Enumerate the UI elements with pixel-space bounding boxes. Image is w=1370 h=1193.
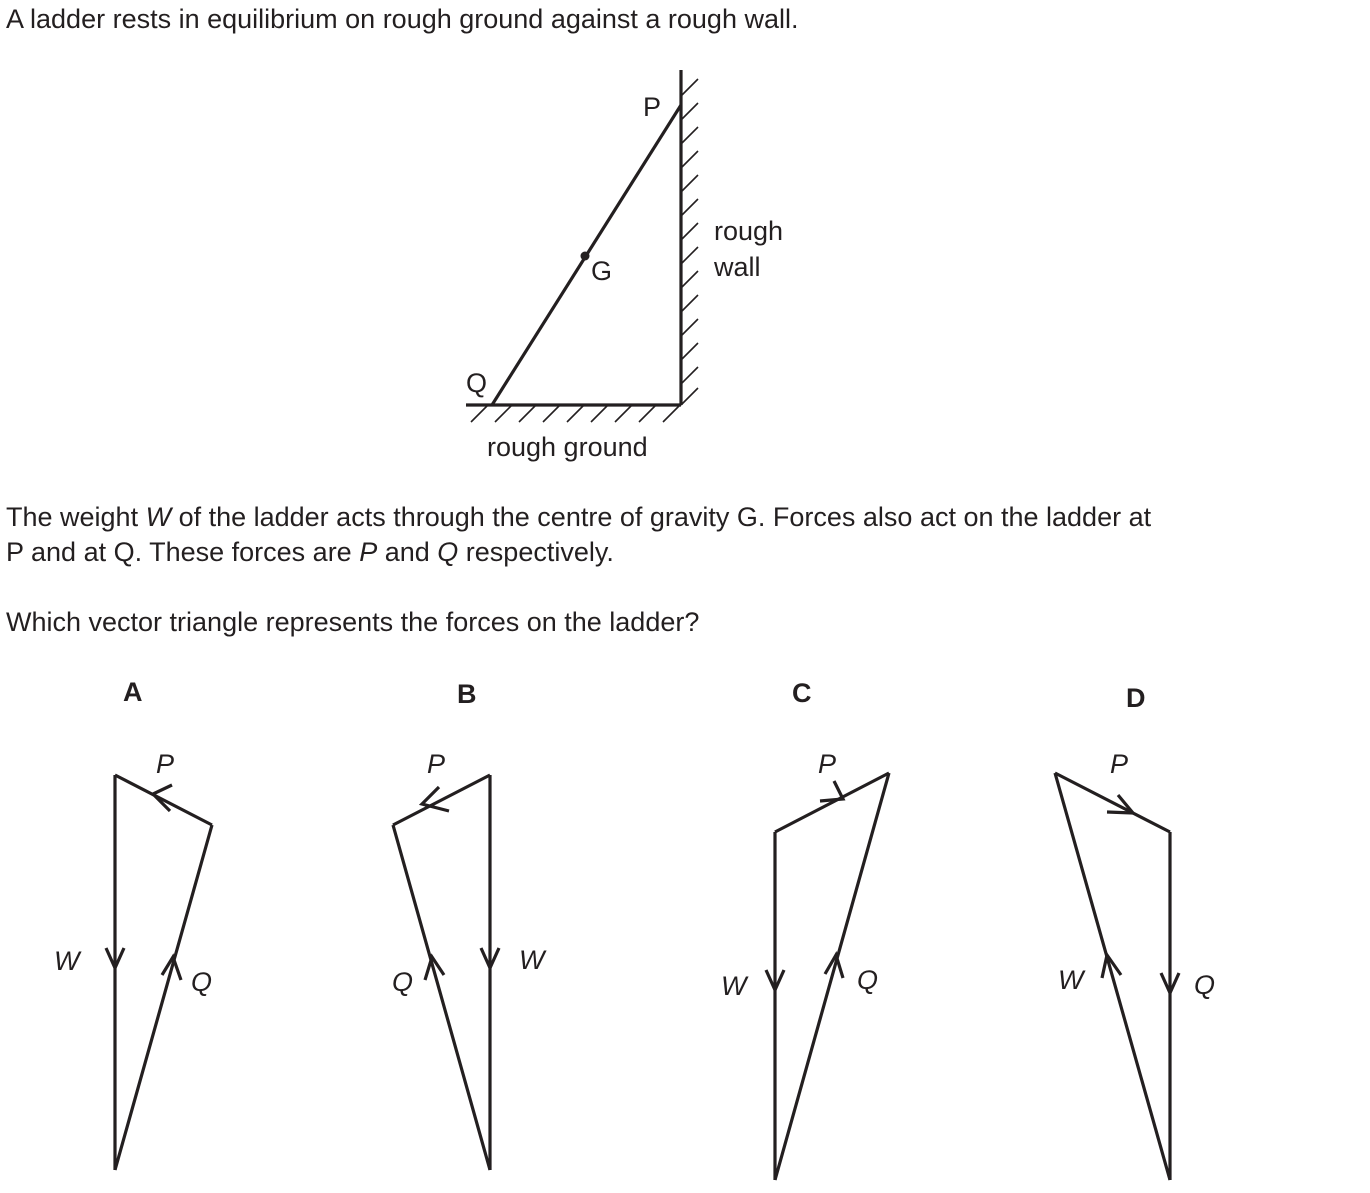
wall-label-line1: rough [714,216,784,246]
option-d-arrow-p [1107,795,1133,813]
option-d-label-w: W [1058,965,1084,995]
wall-hatching [681,79,698,405]
ladder-figure [466,70,698,422]
option-b-label-w: W [519,945,545,975]
option-d-label-p: P [1110,749,1129,779]
option-c-label-p: P [818,749,837,779]
option-c-label-q: Q [857,965,879,995]
option-a-label-p: P [156,749,175,779]
ground-hatching [471,405,680,422]
centre-of-gravity-dot [581,252,590,261]
option-a-side-q [115,825,212,1170]
wall-label-line2: wall [714,252,761,282]
option-c-label-w: W [721,971,747,1001]
option-b-side-p [393,775,490,825]
force-description-line1: The weight W of the ladder acts through the centre of gravity G. Forces also act on the ladder at [6,502,1152,532]
option-d-label-q: Q [1194,970,1216,1000]
option-c-letter: C [792,678,812,708]
intro-text: A ladder rests in equilibrium on rough ground against a rough wall. [6,4,799,34]
option-a-letter: A [123,677,143,707]
option-b-label-p: P [427,749,446,779]
ladder-label-q: Q [466,368,488,398]
ground-label: rough ground [487,432,648,462]
ladder-label-g: G [591,256,613,286]
question-prompt: Which vector triangle represents the forces on the ladder? [6,607,700,637]
option-c-arrow-p [820,781,843,801]
ladder-label-p: P [643,92,662,122]
option-a-side-p [115,775,212,825]
option-b-letter: B [457,679,477,709]
option-c-side-p [775,773,889,832]
option-d-side-p [1055,773,1170,832]
option-a-label-q: Q [191,967,213,997]
option-b-side-q [393,825,490,1170]
force-description-line2: P and at Q. These forces are P and Q respectively. [6,537,614,567]
option-b-label-q: Q [392,967,414,997]
option-d-letter: D [1126,683,1146,713]
option-a-label-w: W [54,946,80,976]
